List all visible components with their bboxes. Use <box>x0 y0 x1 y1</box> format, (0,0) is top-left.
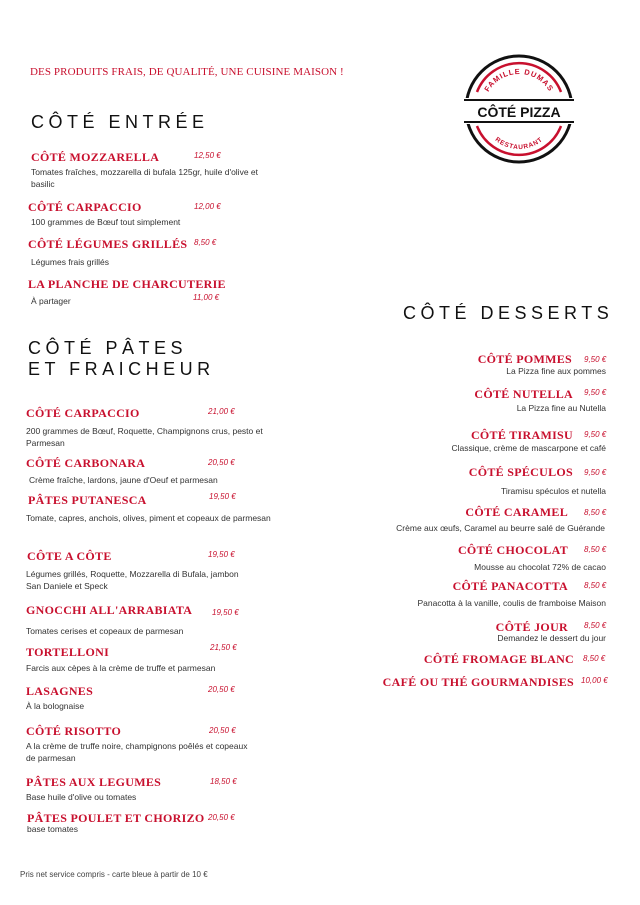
pates-item-name: TORTELLONI <box>26 645 110 659</box>
pates-item-name: LASAGNES <box>26 684 94 698</box>
entree-item-name: CÔTÉ LÉGUMES GRILLÉS <box>28 237 188 251</box>
entree-item-name: LA PLANCHE DE CHARCUTERIE <box>28 277 226 291</box>
dessert-item-price: 9,50 € <box>584 430 607 439</box>
dessert-item-desc: Panacotta à la vanille, coulis de framboise Maison <box>417 598 606 608</box>
pates-item-desc: À la bolognaise <box>26 701 85 711</box>
logo-top-text: FAMILLE DUMAS <box>482 66 556 94</box>
pates-item-price: 19,50 € <box>208 550 235 559</box>
dessert-item-price: 8,50 € <box>584 508 607 517</box>
dessert-item-price: 9,50 € <box>584 468 607 477</box>
dessert-item-price: 9,50 € <box>584 355 607 364</box>
entree-item-price: 12,00 € <box>194 202 221 211</box>
entree-item-desc: Tomates fraîches, mozzarella di bufala 125gr, huile d'olive et basilic <box>31 167 258 190</box>
dessert-item-name: CÔTÉ SPÉCULOS <box>468 465 573 479</box>
dessert-item-price: 8,50 € <box>584 545 607 554</box>
pates-item-price: 20,50 € <box>209 726 236 735</box>
entree-item-name: CÔTÉ MOZZARELLA <box>31 150 160 164</box>
restaurant-logo <box>462 52 576 166</box>
svg-text:RESTAURANT <box>494 136 545 151</box>
pates-item-name: CÔTE A CÔTE <box>27 549 112 563</box>
dessert-item-desc: Classique, crème de mascarpone et café <box>451 443 606 453</box>
pates-item-price: 21,50 € <box>210 643 237 652</box>
pates-item-price: 20,50 € <box>208 458 235 467</box>
dessert-item-desc: Crème aux œufs, Caramel au beurre salé de Guérande <box>396 523 605 533</box>
pates-item-desc: A la crème de truffe noire, champignons poêlés et copeaux de parmesan <box>26 741 248 764</box>
dessert-item-name: CÔTÉ POMMES <box>477 352 572 366</box>
pates-item-price: 20,50 € <box>208 685 235 694</box>
dessert-item-name: CÔTÉ CARAMEL <box>465 505 568 519</box>
footer-note: Pris net service compris - carte bleue à partir de 10 € <box>20 870 208 879</box>
pates-item-name: CÔTÉ CARPACCIO <box>26 406 140 420</box>
dessert-item-desc: Mousse au chocolat 72% de cacao <box>474 562 606 572</box>
pates-item-price: 19,50 € <box>212 608 239 617</box>
dessert-item-price: 8,50 € <box>583 654 606 663</box>
dessert-item-price: 8,50 € <box>584 581 607 590</box>
dessert-item-desc: La Pizza fine au Nutella <box>516 403 606 413</box>
dessert-item-price: 10,00 € <box>581 676 608 685</box>
entree-item-desc: Légumes frais grillés <box>31 257 109 267</box>
pates-item-price: 19,50 € <box>209 492 236 501</box>
dessert-item-price: 9,50 € <box>584 388 607 397</box>
section-title-pates-line2: ET FRAICHEUR <box>28 359 215 380</box>
entree-item-desc: 100 grammes de Bœuf tout simplement <box>31 217 181 227</box>
entree-item-name: CÔTÉ CARPACCIO <box>28 200 142 214</box>
dessert-item-desc: Demandez le dessert du jour <box>497 633 606 643</box>
section-title-pates <box>28 338 215 380</box>
pates-item-desc: Tomates cerises et copeaux de parmesan <box>26 626 184 636</box>
logo-bottom-text: RESTAURANT <box>493 136 545 152</box>
pates-item-price: 18,50 € <box>210 777 237 786</box>
section-title-entree: CÔTÉ ENTRÉE <box>31 112 209 132</box>
entree-item-desc: À partager <box>31 296 71 306</box>
pates-item-name: GNOCCHI ALL'ARRABIATA <box>26 603 193 617</box>
pates-item-name: PÂTES AUX LEGUMES <box>26 775 162 789</box>
pates-item-desc: Tomate, capres, anchois, olives, piment et copeaux de parmesan <box>26 513 271 523</box>
dessert-item-desc: La Pizza fine aux pommes <box>506 366 606 376</box>
dessert-item-name: CÔTÉ CHOCOLAT <box>457 543 568 557</box>
dessert-item-name: CAFÉ OU THÉ GOURMANDISES <box>382 675 574 689</box>
pates-item-name: PÂTES POULET ET CHORIZO <box>27 811 205 825</box>
tagline: DES PRODUITS FRAIS, DE QUALITÉ, UNE CUISINE MAISON ! <box>30 66 344 78</box>
pates-item-name: CÔTÉ CARBONARA <box>26 456 146 470</box>
dessert-item-name: CÔTÉ TIRAMISU <box>470 428 573 442</box>
section-title-desserts: CÔTÉ DESSERTS <box>403 303 614 323</box>
logo-name: CÔTÉ PIZZA <box>477 104 561 120</box>
entree-item-price: 12,50 € <box>194 151 221 160</box>
pates-item-desc: base tomates <box>27 824 79 834</box>
pates-item-price: 21,00 € <box>208 407 235 416</box>
dessert-item-price: 8,50 € <box>584 621 607 630</box>
entree-item-price: 8,50 € <box>194 238 217 247</box>
pates-item-desc: Crème fraîche, lardons, jaune d'Oeuf et parmesan <box>29 475 218 485</box>
pates-item-name: CÔTÉ RISOTTO <box>26 724 122 738</box>
pates-item-name: PÂTES PUTANESCA <box>28 493 147 507</box>
pates-item-desc: Légumes grillés, Roquette, Mozzarella di Bufala, jambon San Daniele et Speck <box>26 569 239 592</box>
section-title-pates-line1: CÔTÉ PÂTES <box>28 338 188 358</box>
entree-item-price: 11,00 € <box>193 293 220 302</box>
dessert-item-name: CÔTÉ JOUR <box>495 620 568 634</box>
dessert-item-name: CÔTÉ NUTELLA <box>474 387 573 401</box>
pates-item-desc: 200 grammes de Bœuf, Roquette, Champignons crus, pesto et Parmesan <box>26 426 263 449</box>
dessert-item-name: CÔTÉ FROMAGE BLANC <box>423 652 574 666</box>
dessert-item-name: CÔTÉ PANACOTTA <box>452 579 568 593</box>
pates-item-desc: Farcis aux cèpes à la crème de truffe et parmesan <box>26 663 216 673</box>
pates-item-price: 20,50 € <box>208 813 235 822</box>
pates-item-desc: Base huile d'olive ou tomates <box>26 792 137 802</box>
dessert-item-desc: Tiramisu spéculos et nutella <box>500 486 606 496</box>
